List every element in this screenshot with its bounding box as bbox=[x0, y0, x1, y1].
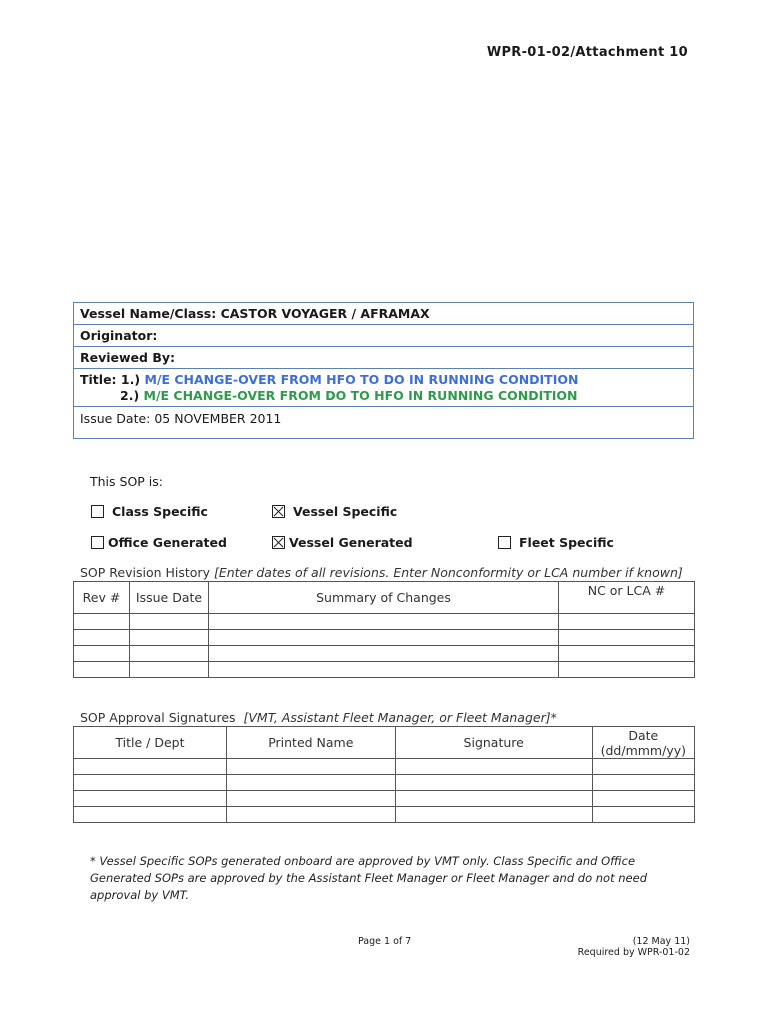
col-title-dept: Title / Dept bbox=[74, 727, 227, 759]
table-header-row bbox=[74, 727, 695, 759]
checkbox-label: Office Generated bbox=[108, 535, 227, 550]
checkbox-vessel-specific[interactable] bbox=[272, 504, 397, 519]
approval-footnote: * Vessel Specific SOPs generated onboard are approved by VMT only. Class Specific and Office Generated SOPs are approved by the Assistant Fleet Manager or Fleet Manager and do not need approval by VMT. bbox=[90, 854, 647, 902]
vessel-value: CASTOR VOYAGER / AFRAMAX bbox=[220, 306, 430, 321]
checkbox-checked-icon[interactable] bbox=[272, 536, 285, 549]
table-row bbox=[74, 791, 695, 807]
vessel-label: Vessel Name/Class: bbox=[80, 306, 217, 321]
table-row bbox=[74, 759, 695, 775]
col-signature: Signature bbox=[395, 727, 592, 759]
table-row bbox=[74, 807, 695, 823]
originator-row bbox=[74, 325, 693, 347]
reviewed-row bbox=[74, 347, 693, 369]
originator-label: Originator: bbox=[80, 328, 158, 343]
title-row bbox=[74, 369, 693, 407]
checkbox-checked-icon[interactable] bbox=[272, 505, 285, 518]
title-label: Title: bbox=[80, 372, 117, 387]
footer-required: Required by WPR-01-02 bbox=[577, 947, 690, 958]
title2-num: 2.) bbox=[120, 388, 140, 403]
revision-hint: [Enter dates of all revisions. Enter Nonconformity or LCA number if known] bbox=[213, 565, 683, 580]
col-printed-name: Printed Name bbox=[226, 727, 395, 759]
col-issue-date: Issue Date bbox=[130, 582, 209, 614]
footer-right bbox=[578, 936, 690, 958]
page-number: Page 1 of 7 bbox=[358, 936, 412, 947]
title1-text: M/E CHANGE-OVER FROM HFO TO DO IN RUNNING CONDITION bbox=[144, 372, 579, 387]
col-rev: Rev # bbox=[74, 582, 130, 614]
col-date: Date (dd/mmm/yy) bbox=[592, 727, 694, 759]
approval-signatures-label: SOP Approval Signatures [VMT, Assistant Fleet Manager, or Fleet Manager]* bbox=[80, 710, 557, 725]
table-row bbox=[74, 630, 695, 646]
approval-hint: [VMT, Assistant Fleet Manager, or Fleet Manager]* bbox=[243, 710, 557, 725]
checkbox-empty-icon[interactable] bbox=[91, 536, 104, 549]
checkbox-label: Vessel Generated bbox=[289, 535, 413, 550]
revision-history-table bbox=[73, 581, 695, 678]
document-reference: WPR-01-02/Attachment 10 bbox=[486, 45, 688, 60]
sop-intro: This SOP is: bbox=[90, 474, 163, 489]
vessel-row bbox=[74, 303, 693, 325]
checkbox-label: Vessel Specific bbox=[293, 504, 398, 519]
issue-date-row bbox=[74, 407, 693, 438]
checkbox-label: Fleet Specific bbox=[519, 535, 614, 550]
checkbox-vessel-generated[interactable] bbox=[272, 535, 413, 550]
checkbox-fleet-specific[interactable] bbox=[498, 535, 614, 550]
checkbox-office-generated[interactable] bbox=[91, 535, 227, 550]
col-nc-lca: NC or LCA # bbox=[559, 582, 695, 614]
col-summary: Summary of Changes bbox=[209, 582, 559, 614]
title2-text: M/E CHANGE-OVER FROM DO TO HFO IN RUNNING CONDITION bbox=[143, 388, 578, 403]
table-row bbox=[74, 775, 695, 791]
checkbox-class-specific[interactable] bbox=[91, 504, 208, 519]
revision-history-label: SOP Revision History [Enter dates of all revisions. Enter Nonconformity or LCA number if known] bbox=[80, 565, 683, 580]
title1-num: 1.) bbox=[120, 372, 141, 387]
table-header-row bbox=[74, 582, 695, 614]
table-row bbox=[74, 662, 695, 678]
footer-date: (12 May 11) bbox=[632, 936, 690, 947]
issue-date: Issue Date: 05 NOVEMBER 2011 bbox=[80, 411, 282, 426]
checkbox-empty-icon[interactable] bbox=[498, 536, 511, 549]
checkbox-label: Class Specific bbox=[112, 504, 208, 519]
sop-info-box bbox=[73, 302, 694, 439]
reviewed-label: Reviewed By: bbox=[80, 350, 176, 365]
table-row bbox=[74, 614, 695, 630]
approval-signatures-table bbox=[73, 726, 695, 823]
table-row bbox=[74, 646, 695, 662]
checkbox-empty-icon[interactable] bbox=[91, 505, 104, 518]
